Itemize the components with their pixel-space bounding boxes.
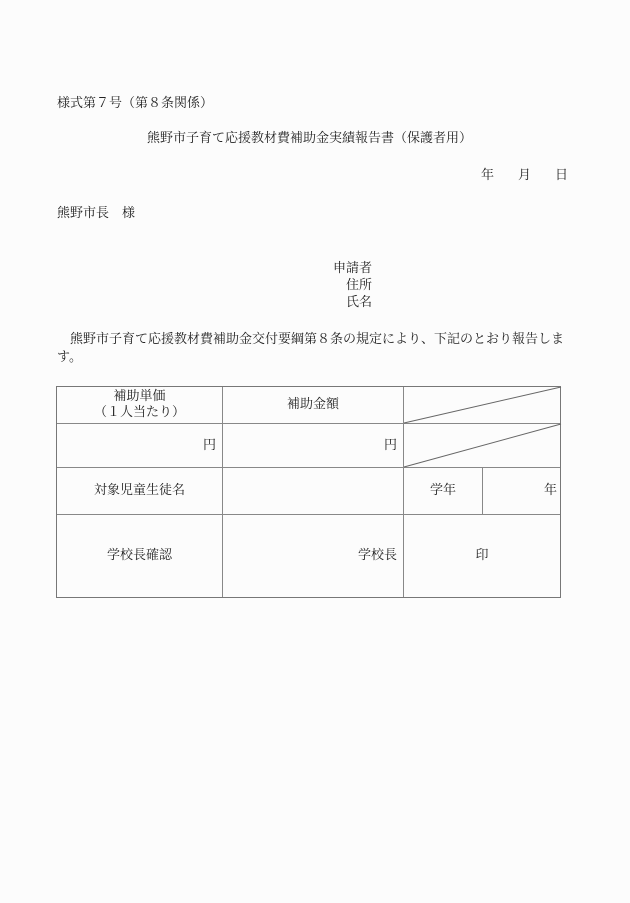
document-title: 熊野市子育て応援教材費補助金実績報告書（保護者用） (147, 131, 473, 146)
unit-price-header-line2: （１人当たり） (93, 405, 185, 420)
unit-price-yen-suffix: 円 (202, 437, 216, 453)
applicant-block (333, 261, 372, 312)
address-label: 住所 (346, 278, 373, 293)
form-number: 様式第７号（第８条関係） (57, 96, 214, 111)
seal-field[interactable] (404, 515, 560, 597)
month-label: 月 (518, 168, 532, 183)
principal-name-field[interactable] (223, 515, 403, 597)
amount-header: 補助金額 (286, 397, 339, 412)
report-table (56, 386, 561, 598)
year-label: 年 (481, 168, 495, 183)
seal-label: 印 (475, 548, 489, 563)
unit-price-header-line1: 補助単価 (113, 389, 166, 404)
principal-suffix: 学校長 (357, 548, 397, 563)
date-line (481, 168, 568, 184)
addressee: 熊野市長 様 (57, 206, 136, 221)
grade-label: 学年 (429, 483, 456, 498)
day-label: 日 (555, 168, 569, 183)
principal-confirm-label: 学校長確認 (106, 548, 172, 563)
applicant-label: 申請者 (333, 261, 373, 276)
amount-field[interactable] (223, 424, 403, 467)
student-name-field[interactable] (223, 468, 403, 514)
grade-field[interactable] (483, 468, 560, 514)
body-text: 熊野市子育て応援教材費補助金交付要綱第８条の規定により、下記のとおり報告します。 (57, 332, 565, 365)
unit-price-header (57, 387, 222, 423)
unit-price-field[interactable] (57, 424, 222, 467)
grade-suffix: 年 (543, 483, 557, 498)
student-name-label: 対象児童生徒名 (93, 483, 185, 498)
amount-yen-suffix: 円 (383, 437, 397, 453)
name-label: 氏名 (346, 295, 373, 310)
